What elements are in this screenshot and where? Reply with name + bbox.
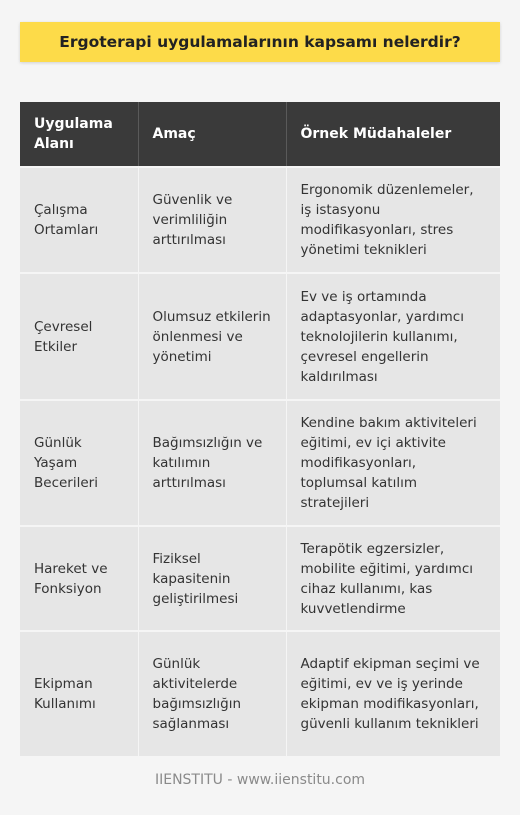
column-header-purpose: Amaç — [138, 102, 286, 167]
cell-application-area: Çalışma Ortamları — [20, 167, 138, 273]
page-title: Ergoterapi uygulamalarının kapsamı nelerdir? — [20, 22, 500, 62]
footer-credit: IIENSTITU - www.iienstitu.com — [154, 772, 366, 788]
cell-application-area: Günlük Yaşam Becerileri — [20, 400, 138, 526]
scope-table — [20, 102, 500, 756]
cell-example-interventions: Adaptif ekipman seçimi ve eğitimi, ev ve iş yerinde ekipman modifikasyonları, güvenli kullanım teknikleri — [286, 631, 500, 756]
cell-purpose: Olumsuz etkilerin önlenmesi ve yönetimi — [138, 273, 286, 400]
cell-purpose: Günlük aktivitelerde bağımsızlığın sağlanması — [138, 631, 286, 756]
table-header-row — [20, 102, 500, 167]
cell-example-interventions: Terapötik egzersizler, mobilite eğitimi, yardımcı cihaz kullanımı, kas kuvvetlendirme — [286, 526, 500, 631]
column-header-example-interventions: Örnek Müdahaleler — [286, 102, 500, 167]
cell-example-interventions: Kendine bakım aktiviteleri eğitimi, ev içi aktivite modifikasyonları, toplumsal katılım stratejileri — [286, 400, 500, 526]
cell-purpose: Fiziksel kapasitenin geliştirilmesi — [138, 526, 286, 631]
cell-application-area: Hareket ve Fonksiyon — [20, 526, 138, 631]
cell-purpose: Güvenlik ve verimliliğin arttırılması — [138, 167, 286, 273]
cell-purpose: Bağımsızlığın ve katılımın arttırılması — [138, 400, 286, 526]
table-row — [20, 526, 500, 631]
cell-example-interventions: Ergonomik düzenlemeler, iş istasyonu modifikasyonları, stres yönetimi teknikleri — [286, 167, 500, 273]
cell-example-interventions: Ev ve iş ortamında adaptasyonlar, yardımcı teknolojilerin kullanımı, çevresel engellerin kaldırılması — [286, 273, 500, 400]
table-row — [20, 167, 500, 273]
cell-application-area: Çevresel Etkiler — [20, 273, 138, 400]
column-header-application-area: Uygulama Alanı — [20, 102, 138, 167]
table-row — [20, 400, 500, 526]
table-row — [20, 273, 500, 400]
cell-application-area: Ekipman Kullanımı — [20, 631, 138, 756]
table-row — [20, 631, 500, 756]
